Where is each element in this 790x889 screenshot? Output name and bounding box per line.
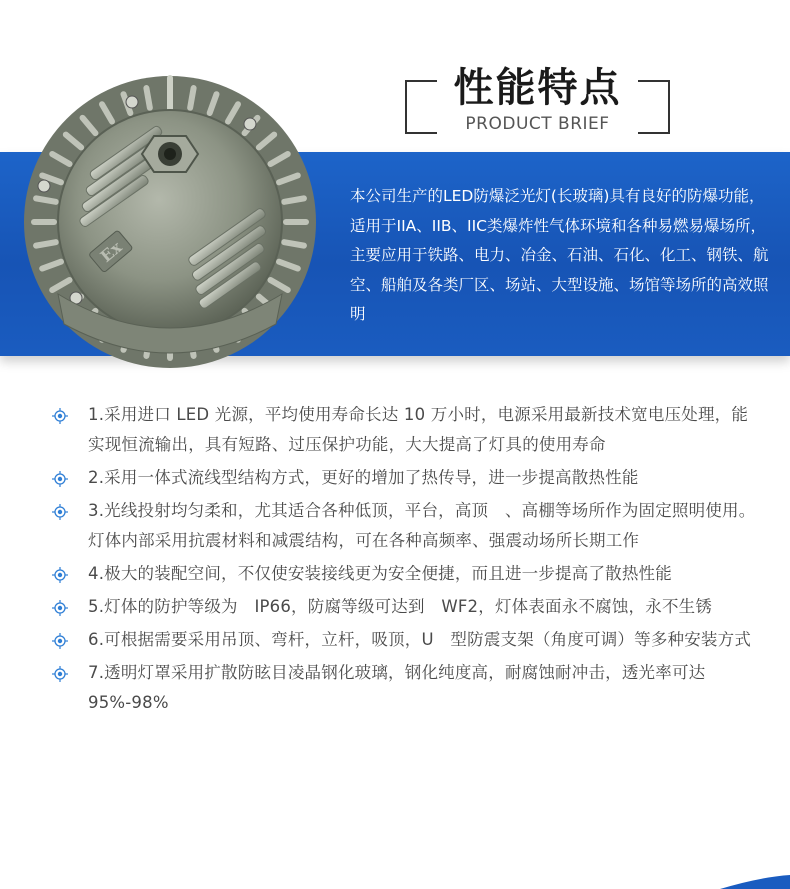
target-bullet-icon (52, 504, 68, 520)
target-bullet-icon (52, 471, 68, 487)
page-title: 性能特点 (443, 56, 633, 113)
target-bullet-icon (52, 408, 68, 424)
intro-text: 本公司生产的LED防爆泛光灯(长玻璃)具有良好的防爆功能，适用于IIA、IIB、IIC类爆炸性气体环境和各种易燃易爆场所，主要应用于铁路、电力、冶金、石油、石化、化工、钢铁、航空、船舶及各类厂区、场站、大型设施、场馆等场所的高效照明 (350, 187, 769, 323)
target-bullet-icon (52, 666, 68, 682)
page-subtitle: PRODUCT BRIEF (443, 114, 633, 134)
list-item (40, 496, 760, 556)
bracket-right-decoration (638, 80, 670, 134)
feature-text: 1.采用进口 LED 光源，平均使用寿命长达 10 万小时，电源采用最新技术宽电压处理，能实现恒流输出，具有短路、过压保护功能，大大提高了灯具的使用寿命 (88, 405, 749, 454)
list-item (40, 400, 760, 460)
cable-gland (142, 136, 198, 172)
feature-text: 7.透明灯罩采用扩散防眩目凌晶钢化玻璃，钢化纯度高，耐腐蚀耐冲击，透光率可达 95%-98% (88, 663, 706, 712)
feature-text: 6.可根据需要采用吊顶、弯杆，立杆，吸顶，U 型防震支架（角度可调）等多种安装方式 (88, 630, 752, 649)
feature-text: 4.极大的装配空间，不仅使安装接线更为安全便捷，而且进一步提高了散热性能 (88, 564, 672, 583)
feature-list (40, 400, 760, 718)
list-item (40, 559, 760, 589)
feature-text: 5.灯体的防护等级为 IP66，防腐等级可达到 WF2，灯体表面永不腐蚀，永不生锈 (88, 597, 713, 616)
corner-wave-decoration (720, 875, 790, 889)
explosion-proof-lamp-image (14, 62, 326, 374)
list-item (40, 658, 760, 718)
target-bullet-icon (52, 567, 68, 583)
target-bullet-icon (52, 600, 68, 616)
target-bullet-icon (52, 633, 68, 649)
list-item (40, 625, 760, 655)
list-item (40, 592, 760, 622)
ex-label: Ex (96, 237, 126, 267)
list-item (40, 463, 760, 493)
bracket-left-decoration (405, 80, 437, 134)
feature-text: 3.光线投射均匀柔和，尤其适合各种低顶，平台，高顶 、高棚等场所作为固定照明使用。灯体内部采用抗震材料和减震结构，可在各种高频率、强震动场所长期工作 (88, 501, 756, 550)
section-header (405, 52, 670, 140)
feature-text: 2.采用一体式流线型结构方式，更好的增加了热传导，进一步提高散热性能 (88, 468, 639, 487)
